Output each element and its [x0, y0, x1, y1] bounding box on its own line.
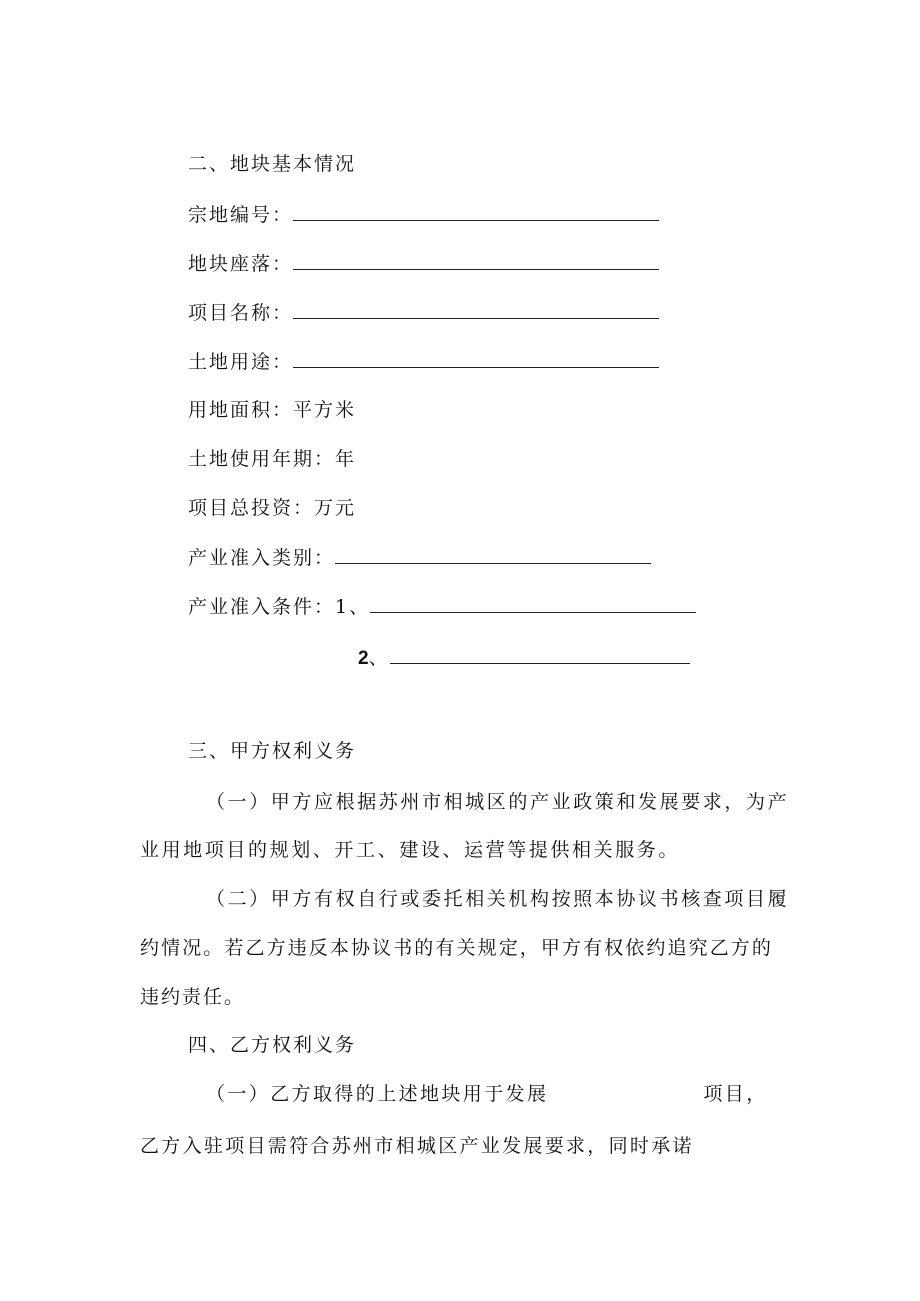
term-field: 土地使用年期：年	[188, 448, 357, 470]
location-blank	[293, 251, 659, 270]
section-3-p2-line-2: 约情况。若乙方违反本协议书的有关规定，甲方有权依约追究乙方的	[140, 937, 774, 959]
section-3-p2-line-3: 违约责任。	[140, 986, 246, 1008]
condition-1-blank	[370, 594, 696, 613]
project-name-blank	[293, 300, 659, 319]
land-use-blank	[293, 349, 659, 368]
section-4-heading: 四、乙方权利义务	[188, 1034, 357, 1056]
land-use-field	[188, 349, 659, 374]
condition-2-field	[358, 645, 690, 671]
section-4-p1-line-1-start: （一）乙方取得的上述地块用于发展	[206, 1083, 549, 1105]
project-name-label: 项目名称：	[188, 302, 294, 324]
location-field	[188, 251, 659, 276]
section-4-p1-line-2: 乙方入驻项目需符合苏州市相城区产业发展要求，同时承诺	[140, 1135, 694, 1157]
location-label: 地块座落：	[188, 253, 294, 275]
condition-2-blank	[390, 645, 690, 664]
access-conditions-label: 产业准入条件：1、	[188, 596, 371, 618]
section-3-p1-line-1: （一）甲方应根据苏州市相城区的产业政策和发展要求，为产	[206, 791, 790, 813]
condition-2-separator: 、	[368, 647, 390, 669]
section-3-p2-line-1: （二）甲方有权自行或委托相关机构按照本协议书核查项目履	[206, 888, 790, 910]
project-name-field	[188, 300, 659, 325]
access-conditions-field	[188, 594, 696, 619]
section-3-heading: 三、甲方权利义务	[188, 740, 357, 762]
land-use-label: 土地用途：	[188, 351, 294, 373]
area-field: 用地面积：平方米	[188, 399, 357, 421]
access-category-blank	[335, 545, 651, 564]
parcel-number-field	[188, 202, 659, 227]
parcel-number-blank	[293, 202, 659, 221]
investment-field: 项目总投资：万元	[188, 497, 357, 519]
section-4-p1-line-1-end: 项目，	[703, 1083, 768, 1105]
condition-2-number: 2	[358, 648, 369, 669]
access-category-field	[188, 545, 651, 570]
section-4-p1-line-1	[206, 1082, 768, 1106]
section-3-p1-line-2: 业用地项目的规划、开工、建设、运营等提供相关服务。	[140, 839, 681, 861]
section-2-heading: 二、地块基本情况	[188, 153, 357, 175]
access-category-label: 产业准入类别：	[188, 547, 336, 569]
parcel-number-label: 宗地编号：	[188, 204, 294, 226]
